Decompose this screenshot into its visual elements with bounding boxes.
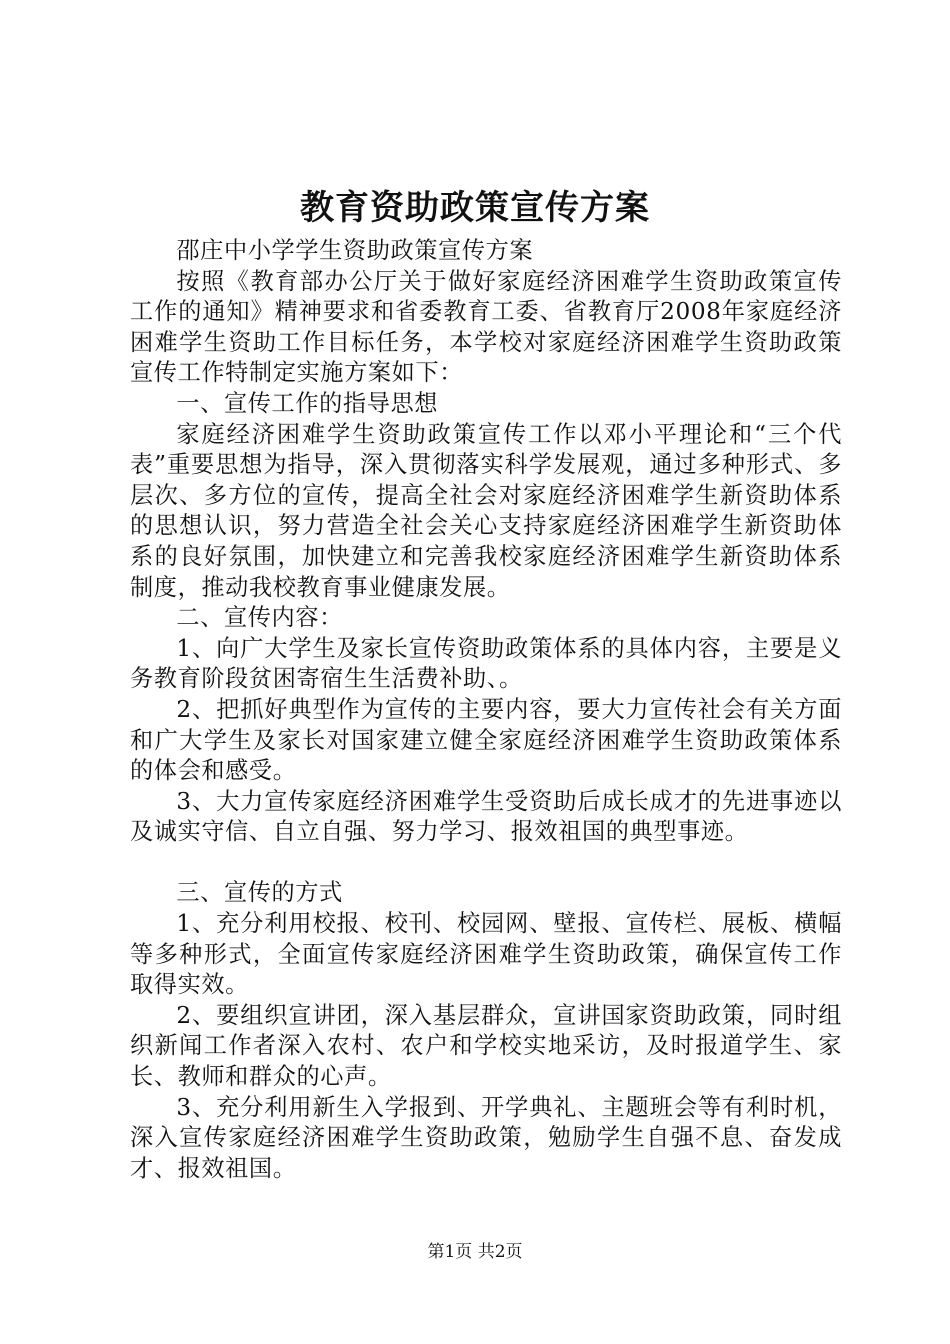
page-footer: 第1页 共2页: [427, 1242, 523, 1262]
method-item-3: 3、充分利用新生入学报到、开学典礼、主题班会等有利时机，深入宣传家庭经济困难学生资助政策，勉励学生自强不息、奋发成才、报效祖国。: [130, 1093, 842, 1182]
guiding-thought-paragraph: 家庭经济困难学生资助政策宣传工作以邓小平理论和“三个代表”重要思想为指导，深入贯彻落实科学发展观，通过多种形式、多层次、多方位的宣传，提高全社会对家庭经济困难学生新资助体系的思想认识，努力营造全社会关心支持家庭经济困难学生新资助体系的良好氛围，加快建立和完善我校家庭经济困难学生新资助体系制度，推动我校教育事业健康发展。: [130, 420, 842, 601]
content-item-1: 1、向广大学生及家长宣传资助政策体系的具体内容，主要是义务教育阶段贫困寄宿生生活费补助、。: [130, 634, 842, 693]
section-heading-guiding-thought: 一、宣传工作的指导思想: [176, 389, 439, 417]
section-heading-methods: 三、宣传的方式: [176, 879, 343, 907]
document-title: 教育资助政策宣传方案: [300, 188, 650, 228]
method-item-2: 2、要组织宣讲团，深入基层群众，宣讲国家资助政策，同时组织新闻工作者深入农村、农户和学校实地采访，及时报道学生、家长、教师和群众的心声。: [130, 1001, 842, 1091]
content-item-2: 2、把抓好典型作为宣传的主要内容，要大力宣传社会有关方面和广大学生及家长对国家建立健全家庭经济困难学生资助政策体系的体会和感受。: [130, 695, 842, 785]
intro-paragraph: 按照《教育部办公厅关于做好家庭经济困难学生资助政策宣传工作的通知》精神要求和省委教育工委、省教育厅2008年家庭经济困难学生资助工作目标任务，本学校对家庭经济困难学生资助政策宣传工作特制定实施方案如下：: [130, 267, 842, 387]
section-heading-content: 二、宣传内容：: [176, 604, 343, 632]
content-item-3: 3、大力宣传家庭经济困难学生受资助后成长成才的先进事迹以及诚实守信、自立自强、努力学习、报效祖国的典型事迹。: [130, 787, 842, 846]
method-item-1: 1、充分利用校报、校刊、校园网、壁报、宣传栏、展板、横幅等多种形式，全面宣传家庭经济困难学生资助政策，确保宣传工作取得实效。: [130, 910, 842, 999]
paragraph-spacer: [130, 848, 842, 879]
document-subtitle: 邵庄中小学学生资助政策宣传方案: [176, 237, 534, 264]
document-body: [130, 236, 842, 1184]
